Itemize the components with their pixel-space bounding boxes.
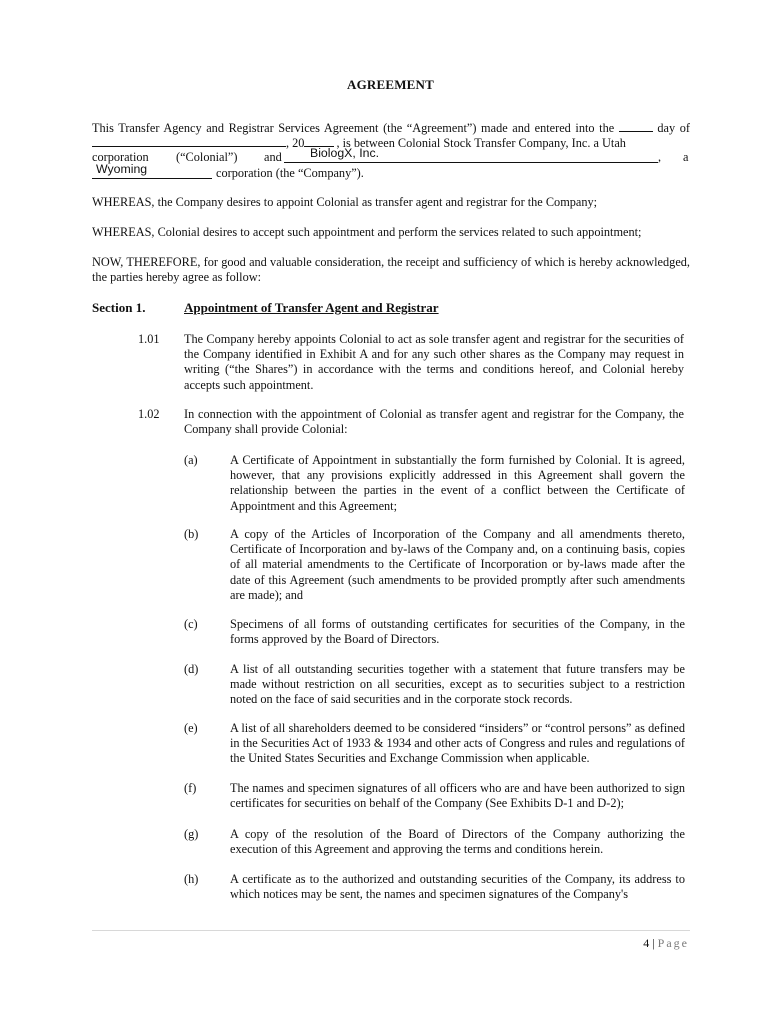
month-blank[interactable]: [92, 135, 286, 147]
item-text: A list of all outstanding securities together with a statement that future transfers may be made without restriction on all securities, except as to securities subject to a restriction noted on the face of said securities and in the corporate stock records.: [230, 662, 685, 707]
intro-text: and: [264, 150, 282, 164]
item-text: The names and specimen signatures of all officers who are and have been authorized to sign certificates for securities on behalf of the Company (See Exhibits D-1 and D-2);: [230, 781, 685, 811]
clause-number: 1.01: [138, 332, 160, 346]
intro-text: , is between Colonial Stock Transfer Company, Inc. a Utah: [336, 136, 626, 150]
item-letter: (b): [184, 527, 199, 541]
intro-text: ,: [658, 150, 662, 164]
document-title: AGREEMENT: [346, 77, 435, 92]
now-therefore: NOW, THEREFORE, for good and valuable consideration, the receipt and sufficiency of which is hereby acknowledged, the parties hereby agree as follow:: [92, 255, 690, 285]
intro-text: corporation (the “Company”).: [216, 166, 364, 180]
intro-line-1: [92, 120, 690, 135]
item-text: A certificate as to the authorized and outstanding securities of the Company, its address to which notices may be sent, the names and specimen signatures of the Company's: [230, 872, 685, 902]
item-letter: (a): [184, 453, 198, 467]
page-footer: [643, 936, 689, 951]
section-label: Section 1.: [92, 300, 146, 315]
clause-text: The Company hereby appoints Colonial to act as sole transfer agent and registrar for the securities of the Company identified in Exhibit A and for any such other shares as the Company may request in writing (“the Shares”) in accordance with the terms and conditions hereof, and Colonial hereby accepts such appointment.: [184, 332, 684, 392]
item-letter: (e): [184, 721, 198, 735]
item-text: A list of all shareholders deemed to be considered “insiders” or “control persons” as defined in the Securities Act of 1933 & 1934 and other acts of Congress and rules and regulations of the United States Securities and Exchange Commission when applicable.: [230, 721, 685, 766]
item-text: A copy of the Articles of Incorporation of the Company and all amendments thereto, Certificate of Incorporation and by-laws of the Company and, on a continuing basis, copies of all material amendments to the Certificate of Incorporation or by-laws made after the date of this Agreement (such amendments to be provided promptly after such amendments are made); and: [230, 527, 685, 602]
whereas-1: WHEREAS, the Company desires to appoint Colonial as transfer agent and registrar for the Company;: [92, 195, 598, 209]
item-text: A Certificate of Appointment in substantially the form furnished by Colonial. It is agreed, however, that any provisions explicitly addressed in this Agreement shall govern the relationship between the parties in the event of a conflict between the Certificate of Appointment and this Agreement;: [230, 453, 685, 513]
footer-separator: |: [652, 936, 655, 950]
item-text: A copy of the resolution of the Board of Directors of the Company authorizing the execution of this Agreement and approving the terms and conditions herein.: [230, 827, 685, 857]
intro-line-4: [92, 162, 690, 181]
clause-text: In connection with the appointment of Colonial as transfer agent and registrar for the Company, the Company shall provide Colonial:: [184, 407, 684, 437]
company-state-field[interactable]: Wyoming: [96, 162, 148, 176]
intro-line-2: [92, 135, 690, 150]
intro-text: (“Colonial”): [176, 150, 238, 164]
intro-text: day of: [657, 121, 691, 135]
item-text: Specimens of all forms of outstanding certificates for securities of the Company, in the forms approved by the Board of Directors.: [230, 617, 685, 647]
item-letter: (d): [184, 662, 199, 676]
page-number: 4: [643, 936, 650, 950]
intro-line-3: [92, 146, 690, 165]
whereas-2: WHEREAS, Colonial desires to accept such appointment and perform the services related to such appointment;: [92, 225, 642, 239]
item-letter: (g): [184, 827, 199, 841]
intro-text: This Transfer Agency and Registrar Services Agreement (the “Agreement”) made and entered into the: [92, 121, 615, 135]
intro-text: , 20: [286, 136, 305, 150]
intro-text: a: [683, 150, 689, 164]
day-blank[interactable]: [619, 120, 653, 132]
footer-divider: [92, 930, 690, 931]
item-letter: (h): [184, 872, 199, 886]
item-letter: (f): [184, 781, 197, 795]
page-label: Page: [657, 936, 689, 950]
clause-number: 1.02: [138, 407, 160, 421]
company-name-field[interactable]: BiologX, Inc.: [310, 146, 380, 160]
item-letter: (c): [184, 617, 198, 631]
section-title: Appointment of Transfer Agent and Registrar: [184, 300, 439, 315]
intro-text: corporation: [92, 150, 149, 164]
